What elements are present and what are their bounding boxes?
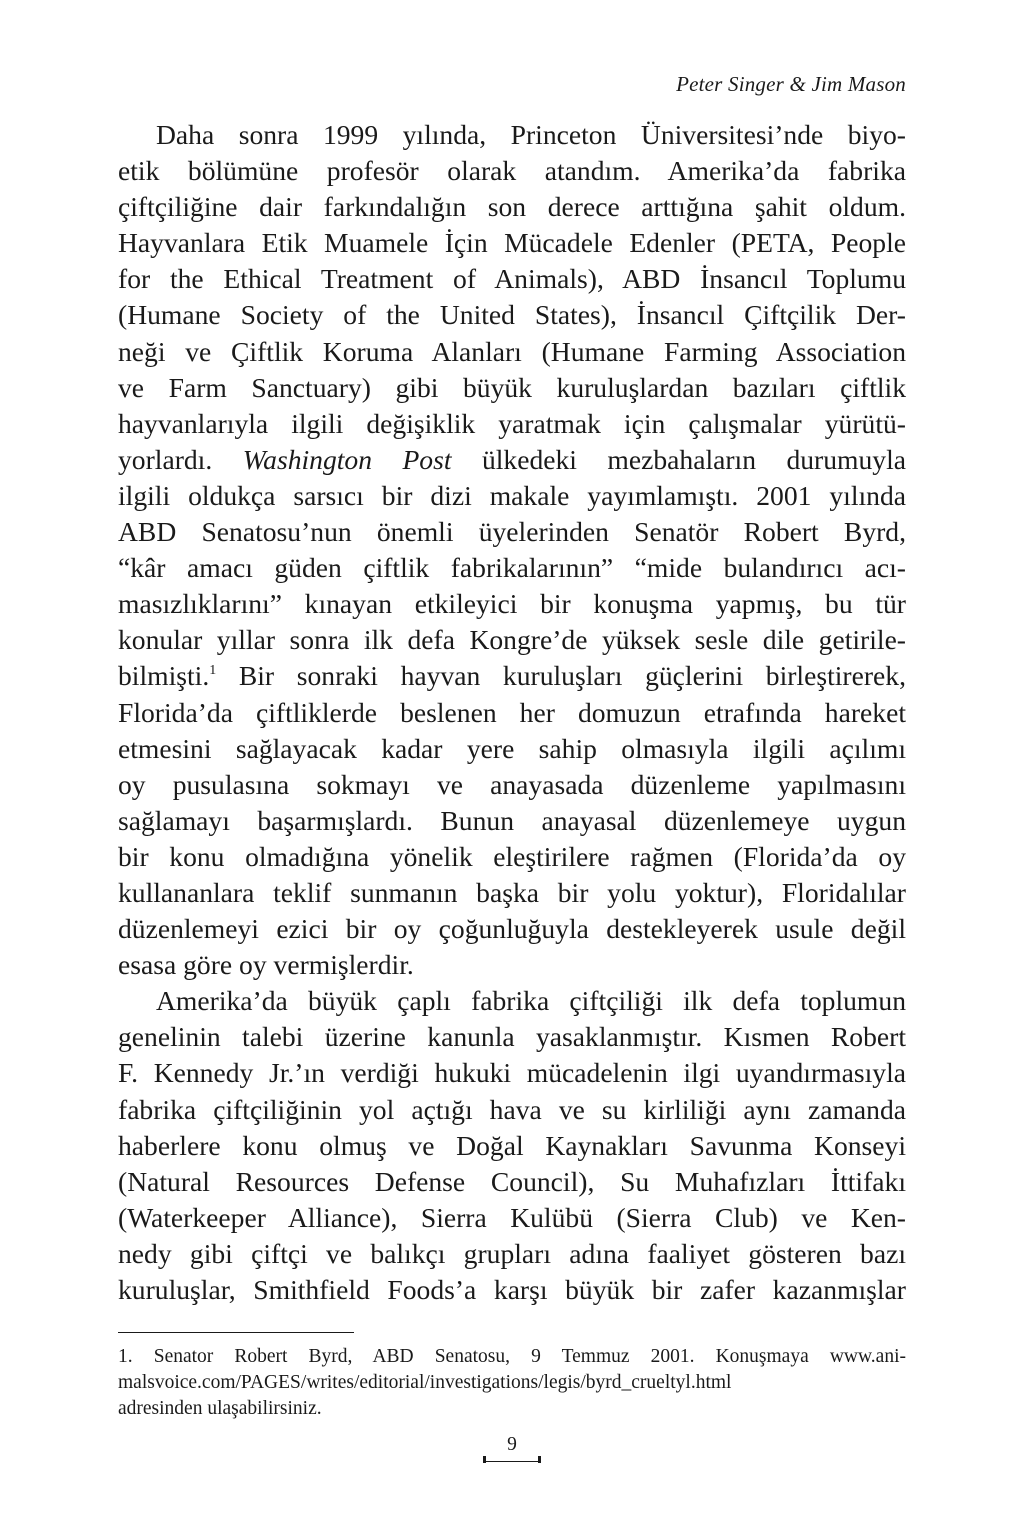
footnote-separator	[118, 1332, 354, 1333]
text-line: ilgili oldukça sarsıcı bir dizi makale yayımlamıştı. 2001 yılında	[118, 479, 906, 511]
text-line: etik bölümüne profesör olarak atandım. Amerika’da fabrika	[118, 155, 906, 187]
text-line: etmesini sağlayacak kadar yere sahip olmasıyla ilgili açılımı	[118, 732, 906, 764]
text-line: kuruluşlar, Smithfield Foods’a karşı büyük bir zafer kazanmışlar	[118, 1274, 906, 1305]
footnote-marker: 1	[209, 663, 217, 679]
text-line: ve Farm Sanctuary) gibi büyük kuruluşlardan bazıları çiftlik	[118, 371, 906, 403]
text-fragment: yorlardı.	[118, 443, 213, 475]
text-line: “kâr amacı güden çiftlik fabrikalarının” “mide bulandırıcı acı-	[118, 552, 906, 584]
text-line: hayvanlarıyla ilgili değişiklik yaratmak için çalışmalar yürütü-	[118, 407, 906, 439]
text-line: neği ve Çiftlik Koruma Alanları (Humane Farming Association	[118, 335, 906, 367]
text-line: esasa göre oy vermişlerdir.	[118, 949, 414, 981]
text-line: Hayvanlara Etik Muamele İçin Mücadele Edenler (PETA, People	[118, 227, 906, 259]
text-line: for the Ethical Treatment of Animals), ABD İnsancıl Toplumu	[118, 263, 906, 295]
text-line: haberlere konu olmuş ve Doğal Kaynakları Savunma Konseyi	[118, 1129, 906, 1161]
footnote-line: malsvoice.com/PAGES/writes/editorial/investigations/legis/byrd_crueltyl.html	[118, 1372, 732, 1393]
text-line: fabrika çiftçiliğinin yol açtığı hava ve su kirliliği aynı zamanda	[118, 1093, 906, 1125]
text-line: düzenlemeyi ezici bir oy çoğunluğuyla destekleyerek usule değil	[118, 913, 906, 945]
text-line: çiftçiliğine dair farkındalığın son derece arttığına şahit oldum.	[118, 191, 906, 223]
footnote-line: 1. Senator Robert Byrd, ABD Senatosu, 9 Temmuz 2001. Konuşmaya www.ani-	[118, 1346, 906, 1367]
text-fragment: ülkedeki mezbahaların durumuyla	[451, 443, 907, 475]
page-number-ornament	[483, 1461, 541, 1462]
text-line: ABD Senatosu’nun önemli üyelerinden Senatör Robert Byrd,	[118, 516, 906, 548]
text-line: F. Kennedy Jr.’ın verdiği hukuki mücadelenin ilgi uyandırmasıyla	[118, 1057, 906, 1089]
text-line: bir konu olmadığına yönelik eleştirilere rağmen (Florida’da oy	[118, 840, 906, 872]
page-number: 9	[507, 1434, 517, 1455]
text-line	[118, 442, 906, 478]
footnote-line: adresinden ulaşabilirsiniz.	[118, 1398, 322, 1419]
text-line: masızlıklarını” kınayan etkileyici bir konuşma yapmış, bu tür	[118, 588, 906, 620]
text-fragment: bilmişti.	[118, 660, 210, 692]
text-line	[118, 658, 906, 694]
body-text	[118, 117, 906, 1308]
italic-title: Washington Post	[242, 443, 452, 475]
text-line: genelinin talebi üzerine kanunla yasaklanmıştır. Kısmen Robert	[118, 1021, 906, 1053]
text-line: (Natural Resources Defense Council), Su Muhafızları İttifakı	[118, 1165, 906, 1197]
text-line: kullananlara teklif sunmanın başka bir yolu yoktur), Floridalılar	[118, 876, 906, 908]
text-line: oy pusulasına sokmayı ve anayasada düzenleme yapılmasını	[118, 768, 906, 800]
footnote	[118, 1344, 906, 1422]
text-line: (Waterkeeper Alliance), Sierra Kulübü (Sierra Club) ve Ken-	[118, 1201, 906, 1233]
text-line: konular yıllar sonra ilk defa Kongre’de yüksek sesle dile getirile-	[118, 624, 906, 656]
text-line: Amerika’da büyük çaplı fabrika çiftçiliği ilk defa toplumun	[156, 985, 906, 1017]
text-fragment: Bir sonraki hayvan kuruluşları güçlerini birleştirerek,	[216, 660, 906, 692]
text-line: nedy gibi çiftçi ve balıkçı grupları adına faaliyet gösteren bazı	[118, 1237, 906, 1269]
text-line: Florida’da çiftliklerde beslenen her domuzun etrafında hareket	[118, 696, 906, 728]
text-line: Daha sonra 1999 yılında, Princeton Üniversitesi’nde biyo-	[156, 119, 906, 150]
running-head: Peter Singer & Jim Mason	[676, 72, 906, 96]
text-line: (Humane Society of the United States), İnsancıl Çiftçilik Der-	[118, 299, 906, 331]
text-line: sağlamayı başarmışlardı. Bunun anayasal düzenlemeye uygun	[118, 804, 906, 836]
